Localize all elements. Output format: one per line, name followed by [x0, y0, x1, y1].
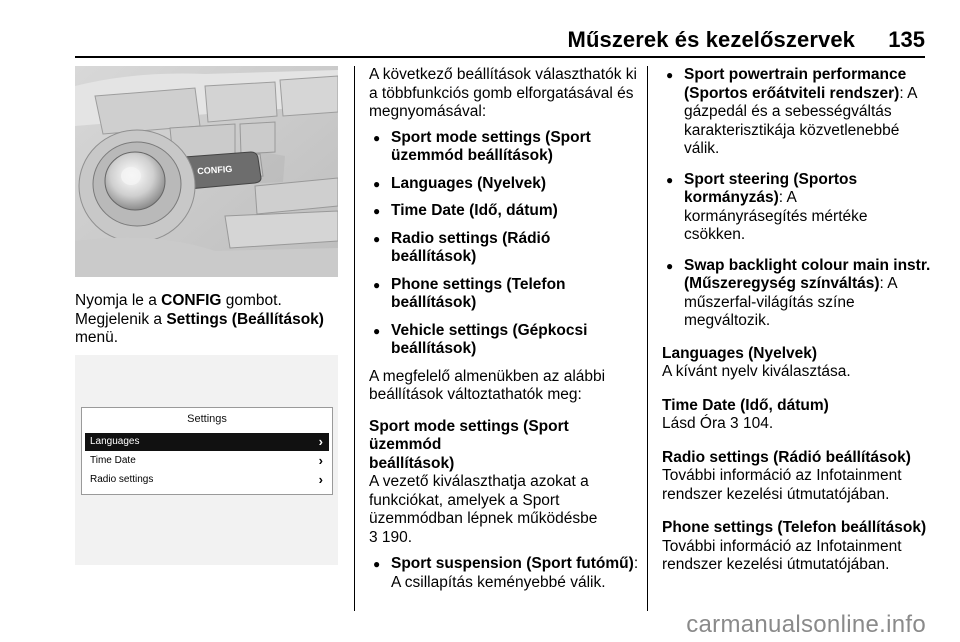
- text-run: gombot.: [221, 292, 282, 309]
- settings-option-item: ● Vehicle settings (Gépkocsi beállítások): [369, 322, 641, 359]
- chevron-right-icon: ›: [318, 453, 323, 468]
- section-heading: Languages (Nyelvek): [662, 344, 818, 362]
- settings-menu-item[interactable]: [85, 433, 329, 451]
- chevron-right-icon: ›: [318, 434, 323, 449]
- settings-option-item: ● Radio settings (Rádió beállítások): [369, 230, 641, 267]
- settings-menu-item-label: Radio settings: [90, 474, 154, 485]
- text-run: : A műszerfal-világítás színe megváltozik.: [684, 275, 898, 329]
- left-column: [75, 292, 345, 359]
- page-header: [0, 0, 960, 58]
- settings-options-list: [369, 129, 641, 359]
- text-run: : A gázpedál és a sebességváltás karakterisztikája közvetlenebbé válik.: [684, 84, 918, 157]
- middle-column: [369, 66, 641, 601]
- settings-option-item: ● Languages (Nyelvek): [369, 175, 641, 194]
- chevron-right-icon: ›: [318, 472, 323, 487]
- sport-option-item: [662, 66, 937, 159]
- settings-display: [81, 407, 333, 495]
- section-text: A kívánt nyelv kiválasztása.: [662, 363, 851, 380]
- header-rule: [75, 56, 925, 58]
- section-heading: Time Date (Idő, dátum): [662, 396, 829, 414]
- section-text: További információ az Infotainment rendszer kezelési útmutatójában.: [662, 467, 902, 503]
- sport-mode-heading: Sport mode settings (Sport üzemmód beállítások): [369, 417, 569, 472]
- settings-display-title: Settings: [187, 413, 227, 425]
- bold-text: Settings (Beállítások): [166, 310, 324, 328]
- page-number: 135: [888, 27, 925, 52]
- text-run: : A kormányrásegítés mértéke csökken.: [684, 189, 868, 243]
- section-heading: Radio settings (Rádió beállítások): [662, 448, 911, 466]
- bold-text: Sport suspension (Sport futómű): [391, 555, 634, 572]
- sport-mode-page-ref: 3 190.: [369, 528, 413, 546]
- text-run: Nyomja le a: [75, 292, 162, 309]
- bold-text: CONFIG: [161, 292, 222, 309]
- settings-menu-item-label: Time Date: [90, 455, 136, 466]
- section-text: További információ az Infotainment rendszer kezelési útmutatójában.: [662, 537, 902, 573]
- bold-text: Sport powertrain performance (Sportos erőátviteli rendszer): [684, 66, 907, 102]
- settings-screen-figure: [75, 355, 338, 565]
- settings-option-item: ● Phone settings (Telefon beállítások): [369, 276, 641, 313]
- sport-suspension-item: [369, 555, 641, 592]
- sport-mode-text: A vezető kiválaszthatja azokat a funkciókat, amelyek a Sport üzemmódban lépnek működésbe: [369, 473, 598, 527]
- intro-paragraph: A következő beállítások választhatók ki a többfunkciós gomb elforgatásával és megnyomásával:: [369, 66, 637, 120]
- sport-option-item: [662, 171, 937, 245]
- right-column: [662, 66, 937, 590]
- text-run: Megjelenik a: [75, 310, 163, 328]
- settings-menu-item[interactable]: [85, 471, 329, 489]
- settings-descriptions: [662, 345, 937, 575]
- text-run: : A csillapítás keményebbé válik.: [391, 555, 639, 591]
- bold-text: Sport steering (Sportos kormányzás): [684, 170, 858, 206]
- settings-option-item: ● Time Date (Idő, dátum): [369, 202, 641, 221]
- settings-menu-item-label: Languages: [90, 436, 140, 447]
- console-photo: [75, 66, 338, 277]
- section-heading: Phone settings (Telefon beállítások): [662, 519, 927, 536]
- sport-options-list: [662, 66, 937, 331]
- config-button-label: CONFIG: [196, 163, 233, 177]
- text-run: menü.: [75, 329, 119, 346]
- column-divider-2: [647, 66, 648, 611]
- section-text: Lásd Óra 3 104.: [662, 415, 774, 432]
- bold-text: Swap backlight colour main instr. (Műszeregység színváltás): [684, 256, 931, 292]
- settings-option-item: ● Sport mode settings (Sport üzemmód beállítások): [369, 129, 641, 166]
- column-divider-1: [354, 66, 355, 611]
- submenu-paragraph: A megfelelő almenükben az alábbi beállítások változtathatók meg:: [369, 367, 606, 403]
- sport-option-item: [662, 257, 937, 331]
- config-instruction: [75, 292, 345, 348]
- watermark: carmanualsonline.info: [686, 611, 926, 638]
- page-title: Műszerek és kezelőszervek: [567, 27, 855, 52]
- settings-menu-item[interactable]: [85, 452, 329, 470]
